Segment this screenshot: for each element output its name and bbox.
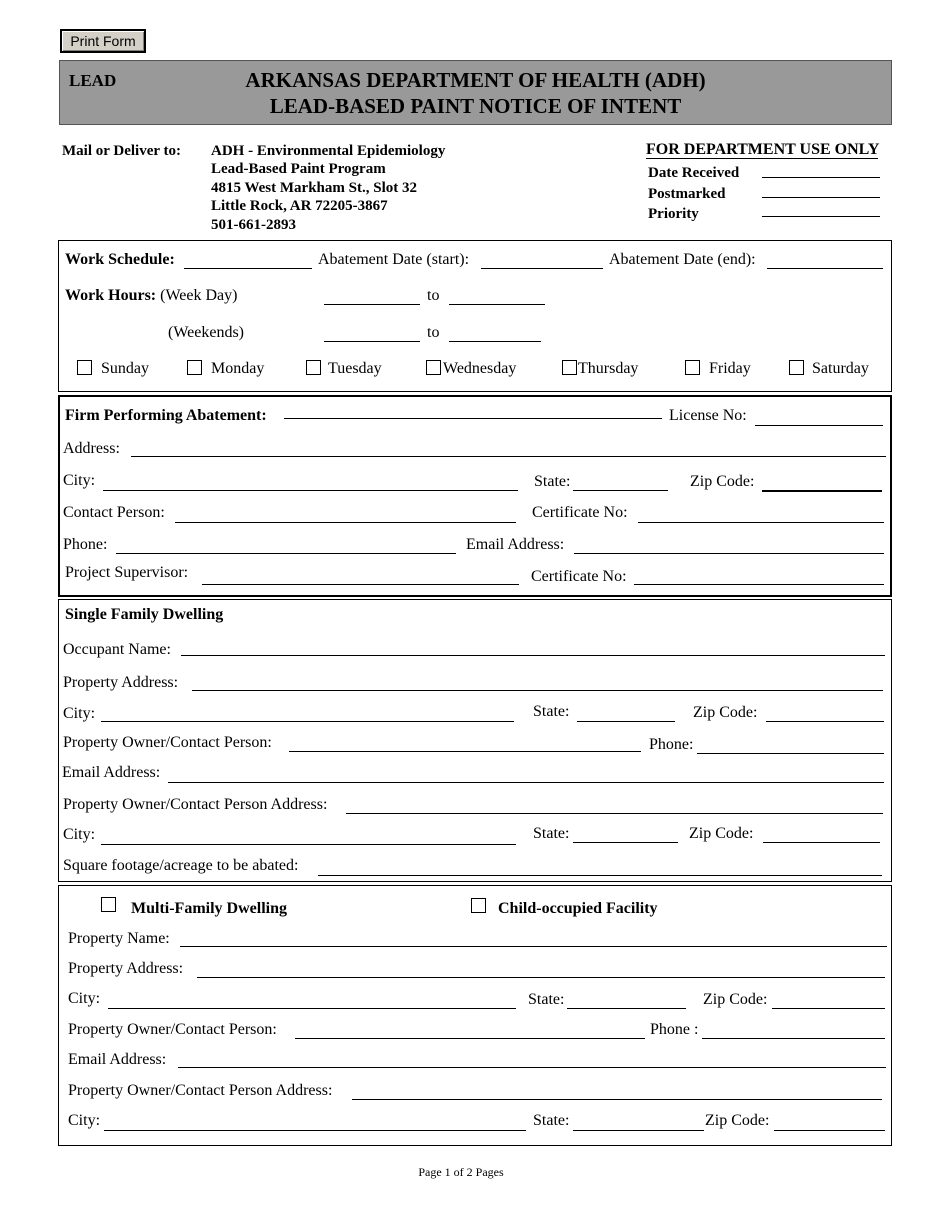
child-facility-label: Child-occupied Facility [498,900,658,917]
sf-owner-address-field[interactable] [346,813,883,814]
supervisor-label: Project Supervisor: [65,564,189,581]
mail-line-4: Little Rock, AR 72205-3867 [211,198,388,214]
weekends-label: (Weekends) [168,324,245,341]
weekday-to-label: to [427,287,440,304]
mf-city-label: City: [68,990,101,1007]
sf-state-label: State: [533,703,570,720]
sf-phone-label: Phone: [649,736,694,753]
license-field[interactable] [755,425,883,426]
mf-owner-address-label: Property Owner/Contact Person Address: [68,1082,333,1099]
mf-zip-field[interactable] [772,1008,885,1009]
monday-label: Monday [211,360,265,377]
sf-state-field[interactable] [577,721,675,722]
tuesday-checkbox[interactable] [306,360,321,375]
mf-owner-zip-field[interactable] [774,1130,885,1131]
weekend-hours-from-field[interactable] [324,341,420,342]
mf-owner-address-field[interactable] [352,1099,882,1100]
sf-owner-city-field[interactable] [101,844,516,845]
form-header [59,60,892,125]
firm-address-field[interactable] [131,456,886,457]
supervisor-certificate-field[interactable] [634,584,884,585]
sqft-field[interactable] [318,875,882,876]
license-label: License No: [669,407,747,424]
sf-owner-zip-field[interactable] [763,842,880,843]
mf-owner-state-field[interactable] [573,1130,704,1131]
occupant-field[interactable] [181,655,885,656]
sf-owner-city-label: City: [63,826,96,843]
sf-zip-label: Zip Code: [693,704,758,721]
thursday-label: Thursday [578,360,639,377]
lead-tag: LEAD [69,71,117,90]
mf-zip-label: Zip Code: [703,991,768,1008]
sf-city-label: City: [63,705,96,722]
mail-line-1: ADH - Environmental Epidemiology [211,143,446,159]
sunday-label: Sunday [101,360,149,377]
firm-state-label: State: [534,473,571,490]
contact-person-label: Contact Person: [63,504,165,521]
sf-email-label: Email Address: [62,764,161,781]
abatement-start-label: Abatement Date (start): [318,251,470,268]
firm-email-field[interactable] [574,553,884,554]
weekend-to-label: to [427,324,440,341]
mf-state-field[interactable] [567,1008,686,1009]
mf-city-field[interactable] [108,1008,516,1009]
abatement-start-field[interactable] [481,268,603,269]
mf-owner-field[interactable] [295,1038,645,1039]
multi-family-label: Multi-Family Dwelling [131,900,287,917]
sf-city-field[interactable] [101,721,514,722]
abatement-end-field[interactable] [767,268,883,269]
firm-zip-label: Zip Code: [690,473,755,490]
sf-phone-field[interactable] [697,753,884,754]
mf-owner-state-label: State: [533,1112,570,1129]
mf-property-address-label: Property Address: [68,960,184,977]
mf-owner-label: Property Owner/Contact Person: [68,1021,277,1038]
date-received-field[interactable] [762,177,880,178]
wednesday-checkbox[interactable] [426,360,441,375]
abatement-end-label: Abatement Date (end): [609,251,756,268]
wednesday-label: Wednesday [443,360,517,377]
single-family-title: Single Family Dwelling [65,606,224,623]
date-received-label: Date Received [648,165,740,181]
form-title-agency: ARKANSAS DEPARTMENT OF HEALTH (ADH) [245,68,706,92]
mf-email-label: Email Address: [68,1051,167,1068]
week-day-label: (Week Day) [160,287,238,304]
page-number: Page 1 of 2 Pages [418,1165,504,1179]
work-schedule-field[interactable] [184,268,312,269]
property-name-field[interactable] [180,946,887,947]
contact-person-field[interactable] [175,522,516,523]
postmarked-field[interactable] [762,197,880,198]
mf-phone-label: Phone : [650,1021,699,1038]
firm-city-label: City: [63,472,96,489]
tuesday-label: Tuesday [328,360,382,377]
sqft-label: Square footage/acreage to be abated: [63,857,299,874]
sf-owner-address-label: Property Owner/Contact Person Address: [63,796,328,813]
firm-state-field[interactable] [573,490,668,491]
property-name-label: Property Name: [68,930,170,947]
firm-city-field[interactable] [103,490,518,491]
saturday-checkbox[interactable] [789,360,804,375]
sf-zip-field[interactable] [766,721,884,722]
mf-email-field[interactable] [178,1067,886,1068]
sf-owner-state-field[interactable] [573,842,678,843]
child-facility-checkbox[interactable] [471,898,486,913]
weekend-hours-to-field[interactable] [449,341,541,342]
firm-email-label: Email Address: [466,536,565,553]
mf-owner-city-label: City: [68,1112,101,1129]
mail-line-3: 4815 West Markham St., Slot 32 [211,180,417,196]
sf-owner-state-label: State: [533,825,570,842]
thursday-checkbox[interactable] [562,360,577,375]
dept-use-title: FOR DEPARTMENT USE ONLY [646,141,880,158]
firm-address-label: Address: [63,440,120,457]
priority-label: Priority [648,206,699,222]
mail-line-2: Lead-Based Paint Program [211,161,386,177]
weekday-hours-to-field[interactable] [449,304,545,305]
weekday-hours-from-field[interactable] [324,304,420,305]
firm-zip-field[interactable] [762,490,882,492]
firm-phone-label: Phone: [63,536,108,553]
mf-state-label: State: [528,991,565,1008]
work-hours-label: Work Hours: [65,287,157,304]
priority-field[interactable] [762,216,880,217]
mf-owner-city-field[interactable] [104,1130,526,1131]
supervisor-field[interactable] [202,584,519,585]
sf-owner-zip-label: Zip Code: [689,825,754,842]
friday-label: Friday [709,360,751,377]
mf-property-address-field[interactable] [197,977,885,978]
monday-checkbox[interactable] [187,360,202,375]
sf-email-field[interactable] [168,782,884,783]
postmarked-label: Postmarked [648,186,726,202]
friday-checkbox[interactable] [685,360,700,375]
mf-owner-zip-label: Zip Code: [705,1112,770,1129]
certificate-label: Certificate No: [532,504,628,521]
sf-owner-label: Property Owner/Contact Person: [63,734,272,751]
certificate-field[interactable] [638,522,884,523]
sf-property-address-label: Property Address: [63,674,179,691]
mf-phone-field[interactable] [702,1038,885,1039]
multi-family-checkbox[interactable] [101,897,116,912]
occupant-label: Occupant Name: [63,641,171,658]
sunday-checkbox[interactable] [77,360,92,375]
sf-property-address-field[interactable] [192,690,883,691]
multi-family-section [58,885,892,1146]
mail-label: Mail or Deliver to: [62,143,181,159]
dept-use-underline [646,158,878,159]
form-title: LEAD-BASED PAINT NOTICE OF INTENT [269,94,682,118]
firm-label: Firm Performing Abatement: [65,407,267,424]
print-form-button[interactable]: Print Form [60,29,146,53]
firm-name-field[interactable] [284,418,662,419]
sf-owner-field[interactable] [289,751,641,752]
supervisor-certificate-label: Certificate No: [531,568,627,585]
work-schedule-label: Work Schedule: [65,251,175,268]
mail-line-5: 501-661-2893 [211,217,296,233]
work-hours-weekday-label [65,287,237,305]
firm-phone-field[interactable] [116,553,456,554]
saturday-label: Saturday [812,360,869,377]
